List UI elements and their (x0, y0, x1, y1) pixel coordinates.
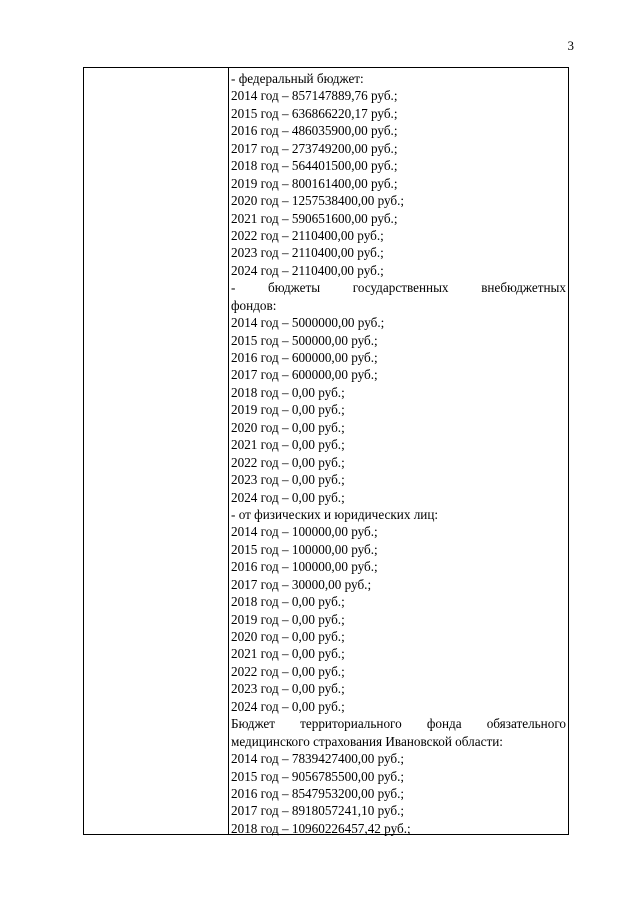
page-number: 3 (567, 38, 574, 53)
text-line: 2017 год – 8918057241,10 руб.; (231, 803, 405, 819)
text-line: 2016 год – 8547953200,00 руб.; (231, 785, 405, 801)
text-line: 2021 год – 590651600,00 руб.; (231, 210, 398, 226)
text-line: - федеральный бюджет: (231, 71, 364, 86)
text-line: 2024 год – 2110400,00 руб.; (231, 262, 384, 278)
text-line: 2014 год – 7839427400,00 руб.; (231, 751, 405, 767)
text-line: 2015 год – 636866220,17 руб.; (231, 105, 398, 121)
text-line: 2019 год – 800161400,00 руб.; (231, 175, 398, 191)
text-line: 2017 год – 30000,00 руб.; (231, 576, 372, 592)
text-line: 2014 год – 100000,00 руб.; (231, 524, 378, 540)
text-line: 2017 год – 600000,00 руб.; (231, 367, 378, 383)
text-line: - бюджеты государственных внебюджетных (231, 280, 566, 296)
text-line: 2020 год – 0,00 руб.; (231, 419, 345, 435)
text-line: 2015 год – 500000,00 руб.; (231, 332, 378, 348)
table-right-column (229, 68, 568, 834)
text-line: 2016 год – 486035900,00 руб.; (231, 123, 398, 139)
text-line: 2015 год – 100000,00 руб.; (231, 541, 378, 557)
text-line: 2015 год – 9056785500,00 руб.; (231, 768, 405, 784)
text-line: 2016 год – 600000,00 руб.; (231, 350, 378, 365)
text-line: 2016 год – 100000,00 руб.; (231, 559, 378, 575)
text-line: 2014 год – 5000000,00 руб.; (231, 315, 385, 331)
text-line: 2017 год – 273749200,00 руб.; (231, 140, 398, 156)
text-line: 2019 год – 0,00 руб.; (231, 402, 345, 418)
text-line: 2021 год – 0,00 руб.; (231, 437, 345, 453)
text-line: 2020 год – 1257538400,00 руб.; (231, 193, 405, 209)
text-line: 2022 год – 2110400,00 руб.; (231, 227, 384, 243)
text-line: медицинского страхования Ивановской области: (231, 733, 503, 749)
text-line: 2018 год – 564401500,00 руб.; (231, 158, 398, 174)
text-line: - от физических и юридических лиц: (231, 506, 439, 522)
text-line: 2022 год – 0,00 руб.; (231, 663, 345, 679)
text-line: 2024 год – 0,00 руб.; (231, 489, 345, 505)
text-line: Бюджет территориального фонда обязательного (231, 716, 566, 732)
text-line: 2023 год – 2110400,00 руб.; (231, 245, 384, 261)
text-line: 2022 год – 0,00 руб.; (231, 454, 345, 470)
text-line: фондов: (231, 297, 277, 313)
text-line: 2021 год – 0,00 руб.; (231, 646, 345, 662)
text-line: 2019 год – 0,00 руб.; (231, 611, 345, 627)
text-line: 2018 год – 10960226457,42 руб.; (231, 820, 411, 836)
text-line: 2023 год – 0,00 руб.; (231, 681, 345, 697)
table-left-column (84, 68, 229, 834)
text-line: 2024 год – 0,00 руб.; (231, 698, 345, 714)
text-line: 2023 год – 0,00 руб.; (231, 472, 345, 488)
text-line: 2018 год – 0,00 руб.; (231, 594, 345, 610)
text-line: 2014 год – 857147889,76 руб.; (231, 88, 398, 104)
text-line: 2018 год – 0,00 руб.; (231, 384, 345, 400)
text-line: 2020 год – 0,00 руб.; (231, 629, 345, 644)
funding-table (83, 67, 569, 835)
